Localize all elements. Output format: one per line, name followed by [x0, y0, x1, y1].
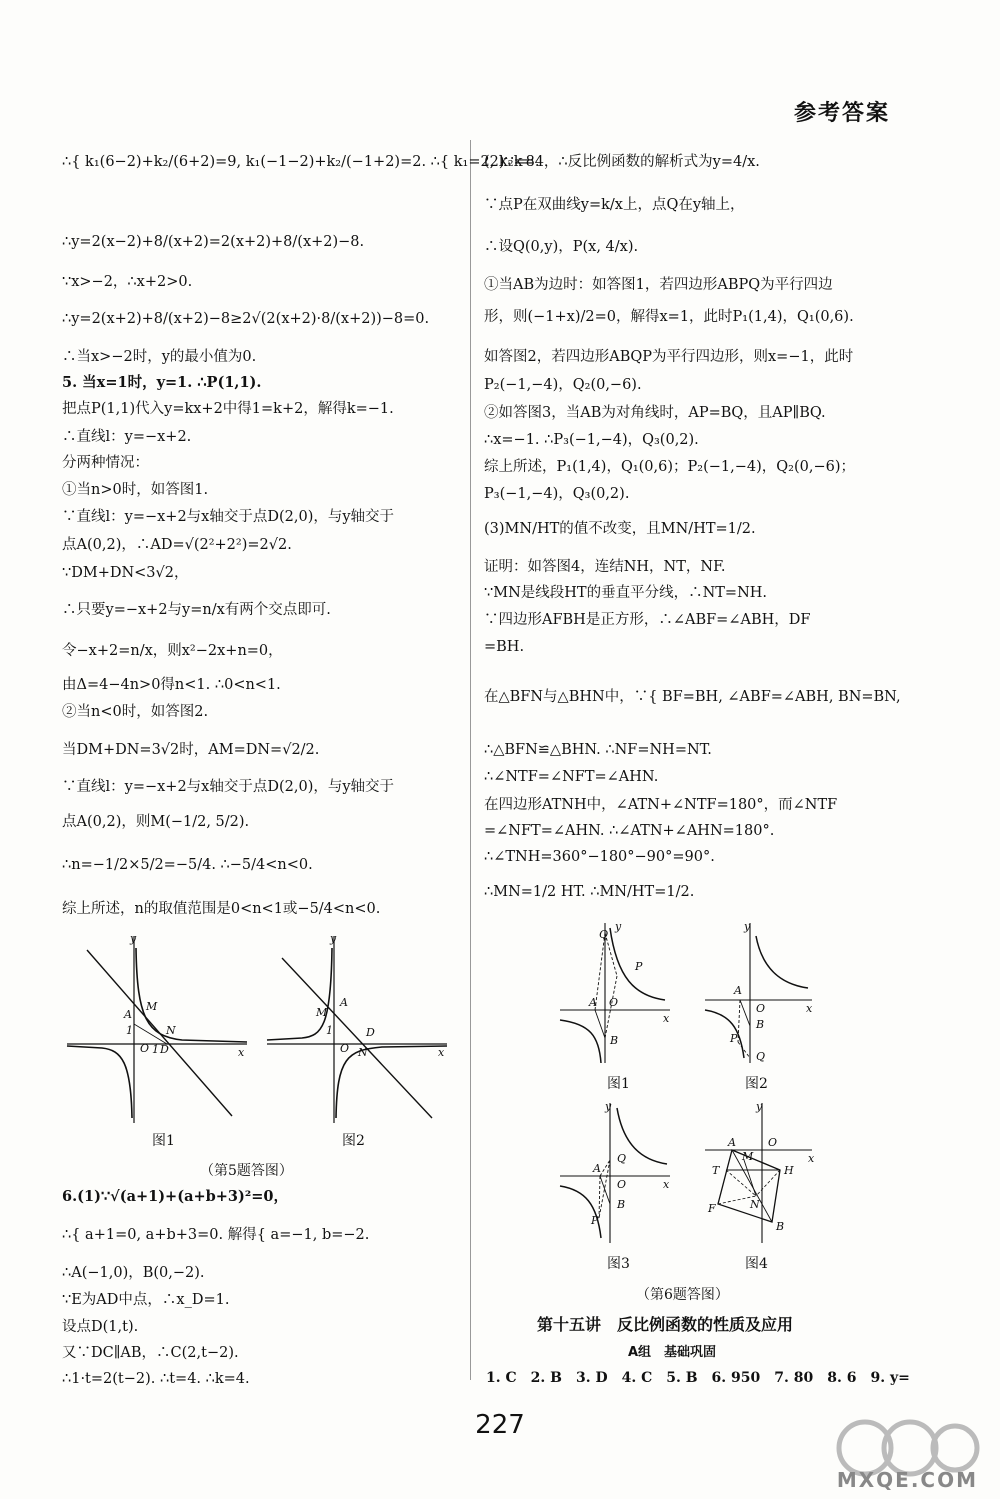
svg-text:O: O: [140, 1042, 150, 1055]
svg-text:M: M: [316, 1006, 328, 1019]
text-line: ∴y=2(x+2)+8/(x+2)−8≥2√(2(x+2)·8/(x+2))−8=0.: [62, 311, 430, 327]
svg-text:B: B: [610, 1034, 619, 1047]
section-title: 第十五讲 反比例函数的性质及应用: [537, 1315, 794, 1334]
svg-text:N: N: [166, 1024, 176, 1037]
svg-text:A: A: [340, 996, 348, 1009]
svg-text:O: O: [617, 1178, 627, 1191]
figure-caption: 图3: [607, 1256, 630, 1272]
text-line: 综上所述，P₁(1,4)，Q₁(0,6)；P₂(−1,−4)，Q₂(0,−6)；: [484, 459, 855, 475]
text-line: ∴直线l：y=−x+2.: [62, 429, 192, 445]
svg-text:x: x: [438, 1046, 445, 1059]
text-line: ∴A(−1,0)，B(0,−2).: [62, 1265, 205, 1281]
svg-text:D: D: [160, 1043, 169, 1056]
text-line: ∵点P在双曲线y=k/x上，点Q在y轴上，: [484, 197, 745, 213]
text-line: ∴MN=1/2 HT. ∴MN/HT=1/2.: [484, 884, 695, 900]
text-line: 设点D(1,t).: [62, 1319, 139, 1335]
figure-6-graph-4: [700, 1098, 820, 1248]
text-line: ∴1·t=2(t−2). ∴t=4. ∴k=4.: [62, 1371, 250, 1387]
text-line: 点A(0,2)，∴AD=√(2²+2²)=2√2.: [62, 537, 292, 553]
svg-text:Q: Q: [756, 1050, 766, 1063]
text-line: 又∵DC∥AB，∴C(2,t−2).: [62, 1345, 239, 1361]
svg-text:O: O: [609, 996, 619, 1009]
svg-text:A: A: [589, 996, 597, 1009]
text-line: ∴∠TNH=360°−180°−90°=90°.: [484, 849, 715, 865]
svg-text:P: P: [730, 1032, 738, 1045]
text-line: ∵MN是线段HT的垂直平分线，∴NT=NH.: [484, 585, 768, 601]
figure-group-title: （第5题答图）: [200, 1163, 293, 1179]
text-line: =∠NFT=∠AHN. ∴∠ATN+∠AHN=180°.: [484, 823, 775, 839]
text-line: 如答图2，若四边形ABQP为平行四边形，则x=−1，此时: [484, 349, 854, 365]
svg-text:x: x: [238, 1046, 245, 1059]
text-line: 在△BFN与△BHN中，∵{ BF=BH, ∠ABF=∠ABH, BN=BN,: [484, 689, 901, 705]
text-line: P₂(−1,−4)，Q₂(0,−6).: [484, 377, 642, 393]
figure-caption: 图2: [342, 1133, 365, 1149]
svg-text:F: F: [708, 1202, 716, 1215]
svg-text:Q: Q: [617, 1152, 627, 1165]
text-line: ∵四边形AFBH是正方形，∴∠ABF=∠ABH，DF: [484, 612, 811, 628]
text-line: ∴{ k₁(6−2)+k₂/(6+2)=9, k₁(−1−2)+k₂/(−1+2)=2. ∴{ k₁=2, k₂=8.: [62, 154, 540, 170]
text-line: 证明：如答图4，连结NH，NT，NF.: [484, 559, 726, 575]
text-line: ∴当x>−2时，y的最小值为0.: [62, 349, 257, 365]
svg-text:x: x: [663, 1012, 670, 1025]
text-line: 形，则(−1+x)/2=0，解得x=1，此时P₁(1,4)，Q₁(0,6).: [484, 309, 854, 325]
text-line: ①当n>0时，如答图1.: [62, 482, 209, 498]
text-line: 5. 当x=1时，y=1. ∴P(1,1).: [62, 374, 262, 391]
figure-6-graph-1: [555, 918, 680, 1068]
page-number: 227: [475, 1410, 525, 1440]
figure-6-graph-3: [555, 1098, 680, 1248]
svg-text:1: 1: [152, 1043, 159, 1056]
figure-caption: 图1: [152, 1133, 175, 1149]
figure-5-graph-2: [262, 928, 462, 1128]
text-line: =BH.: [484, 639, 525, 655]
svg-text:x: x: [808, 1152, 815, 1165]
figure-caption: 图2: [745, 1076, 768, 1092]
svg-text:B: B: [617, 1198, 626, 1211]
svg-text:y: y: [130, 932, 137, 945]
answer-list: 1. C 2. B 3. D 4. C 5. B 6. 950 7. 80 8. 6 9. y=: [486, 1370, 910, 1386]
text-line: 把点P(1,1)代入y=kx+2中得1=k+2，解得k=−1.: [62, 401, 394, 417]
svg-text:T: T: [712, 1164, 720, 1177]
svg-text:x: x: [806, 1002, 813, 1015]
text-line: (3)MN/HT的值不改变，且MN/HT=1/2.: [484, 521, 756, 537]
svg-text:D: D: [366, 1026, 375, 1039]
svg-text:O: O: [768, 1136, 778, 1149]
svg-text:P: P: [635, 960, 643, 973]
text-line: ∴∠NTF=∠NFT=∠AHN.: [484, 769, 659, 785]
figure-5-graph-1: [62, 928, 262, 1128]
svg-text:x: x: [663, 1178, 670, 1191]
svg-text:O: O: [756, 1002, 766, 1015]
page-header-title: 参考答案: [793, 101, 890, 126]
text-line: ∵x>−2，∴x+2>0.: [62, 274, 193, 290]
svg-text:P: P: [591, 1214, 599, 1227]
svg-text:H: H: [784, 1164, 794, 1177]
watermark-text: MXQE.COM: [836, 1468, 978, 1492]
svg-text:B: B: [776, 1220, 785, 1233]
svg-text:A: A: [593, 1162, 601, 1175]
text-line: P₃(−1,−4)，Q₃(0,2).: [484, 486, 630, 502]
text-line: 6.(1)∵√(a+1)+(a+b+3)²=0，: [62, 1188, 288, 1205]
svg-text:A: A: [124, 1008, 132, 1021]
svg-text:O: O: [340, 1042, 350, 1055]
text-line: ∵直线l：y=−x+2与x轴交于点D(2,0)，与y轴交于: [62, 509, 395, 525]
svg-text:Q: Q: [599, 928, 609, 941]
text-line: ∴x=−1. ∴P₃(−1,−4)，Q₃(0,2).: [484, 432, 699, 448]
section-subtitle: A组 基础巩固: [628, 1345, 717, 1360]
text-line: 在四边形ATNH中，∠ATN+∠NTF=180°，而∠NTF: [484, 797, 838, 813]
text-line: ∴△BFN≌△BHN. ∴NF=NH=NT.: [484, 742, 712, 758]
svg-text:y: y: [605, 1100, 612, 1113]
svg-text:A: A: [734, 984, 742, 997]
text-line: 由Δ=4−4n>0得n<1. ∴0<n<1.: [62, 677, 281, 693]
text-line: ∵E为AD中点，∴x_D=1.: [62, 1292, 230, 1308]
text-line: 当DM+DN=3√2时，AM=DN=√2/2.: [62, 742, 320, 758]
svg-text:M: M: [146, 1000, 158, 1013]
text-line: ∴y=2(x−2)+8/(x+2)=2(x+2)+8/(x+2)−8.: [62, 234, 365, 250]
text-line: 综上所述，n的取值范围是0<n<1或−5/4<n<0.: [62, 901, 381, 917]
figure-caption: 图4: [745, 1256, 768, 1272]
text-line: 分两种情况：: [62, 455, 149, 471]
text-line: 点A(0,2)，则M(−1/2, 5/2).: [62, 814, 250, 830]
text-line: ∵DM+DN<3√2，: [62, 565, 189, 581]
svg-text:A: A: [728, 1136, 736, 1149]
text-line: ∵直线l：y=−x+2与x轴交于点D(2,0)，与y轴交于: [62, 779, 395, 795]
figure-caption: 图1: [607, 1076, 630, 1092]
svg-text:y: y: [330, 932, 337, 945]
figure-6-graph-2: [700, 918, 820, 1068]
svg-text:y: y: [756, 1100, 763, 1113]
text-line: ∴n=−1/2×5/2=−5/4. ∴−5/4<n<0.: [62, 857, 313, 873]
svg-text:y: y: [615, 920, 622, 933]
figure-group-title: （第6题答图）: [636, 1287, 729, 1303]
text-line: ②当n<0时，如答图2.: [62, 704, 209, 720]
svg-text:1: 1: [126, 1024, 133, 1037]
text-line: 令−x+2=n/x，则x²−2x+n=0，: [62, 643, 283, 659]
svg-text:y: y: [744, 920, 751, 933]
svg-text:B: B: [756, 1018, 765, 1031]
column-divider: [470, 140, 471, 1380]
text-line: ∴只要y=−x+2与y=n/x有两个交点即可.: [62, 602, 331, 618]
svg-text:M: M: [742, 1150, 754, 1163]
text-line: ①当AB为边时：如答图1，若四边形ABPQ为平行四边: [484, 277, 833, 293]
text-line: (2)∵k=4，∴反比例函数的解析式为y=4/x.: [484, 154, 760, 170]
text-line: ∴{ a+1=0, a+b+3=0. 解得{ a=−1, b=−2.: [62, 1227, 370, 1243]
svg-text:1: 1: [326, 1024, 333, 1037]
text-line: ∴设Q(0,y)，P(x, 4/x).: [484, 239, 639, 255]
svg-text:N: N: [358, 1046, 368, 1059]
svg-text:N: N: [750, 1198, 760, 1211]
text-line: ②如答图3，当AB为对角线时，AP=BQ，且AP∥BQ.: [484, 405, 826, 421]
